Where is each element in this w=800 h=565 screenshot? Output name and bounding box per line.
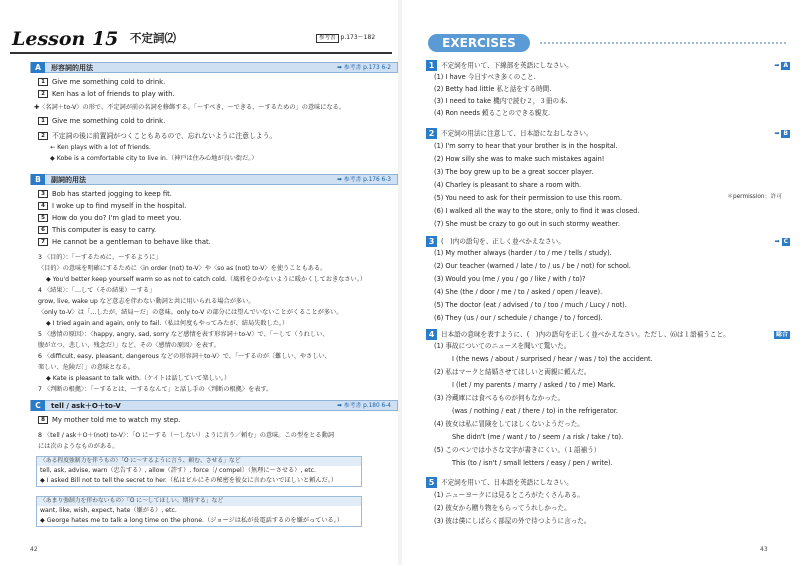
explanation-note: ◆ I tried again and again, only to fail.（私は何度もやってみたが、結局失敗した。） [46, 320, 289, 327]
explanation-note: 3 〈目的〉：「～するために、～するように」 [38, 254, 162, 261]
explanation-note: には次のようなものがある。 [38, 443, 119, 450]
section-tag: ➡ B [774, 130, 788, 137]
question-item: (2) 彼女から贈り物をもらってうれしかった。 [434, 504, 571, 512]
question-item: (3) 冷蔵庫には食べるものが何もなかった。 [434, 394, 565, 402]
section-reference: ➡ 参考書 p.180 6-4 [337, 403, 391, 409]
section-title: tell / ask＋O＋to-V [51, 402, 121, 410]
question-heading: 1 不定詞を用いて、下線部を英語にしなさい。 [426, 60, 573, 71]
question-item: (3) I need to take 機内で読む２，３冊の本. [434, 97, 568, 105]
box-line: ◆ I asked Bill not to tell the secret to her.（私はビルにその秘密を彼女に言わないでほしいと頼んだ。） [40, 476, 338, 484]
example-row: 5 How do you do? I'm glad to meet you. [38, 214, 181, 222]
question-item: (7) She must be crazy to go out in such stormy weather. [434, 220, 620, 228]
question-item: (3) Would you (me / you / go / like / with / to)? [434, 275, 586, 283]
section-tag: ➡ C [774, 238, 788, 245]
question-item: (6) They (us / our / schedule / change / to / forced). [434, 314, 603, 322]
example-row: 8 My mother told me to watch my step. [38, 416, 180, 424]
right-page [400, 0, 800, 565]
question-heading: 3 ( )内の語句を、正しく並べかえなさい。 [426, 236, 565, 247]
section-letter: C [31, 400, 45, 411]
box-heading: 〈あまり強制力を伴わないもの〉「O に～してほしい、期待する」など [37, 497, 361, 506]
question-item: (2) Our teacher (warned / late / to / us / be / not) for school. [434, 262, 631, 270]
example-row: 6 This computer is easy to carry. [38, 226, 156, 234]
section-reference: ➡ 参考書 p.173 6-2 [337, 65, 391, 71]
explanation-note: 6 〈difficult, easy, pleasant, dangerous などの形容詞＋to-V〉で、「～するのが〔難しい、やさしい、 [38, 353, 331, 360]
reference-pages [316, 34, 375, 43]
box-line: want, like, wish, expect, hate（嫌がる）, etc. [40, 507, 177, 515]
verb-list-box [36, 496, 362, 527]
question-item: I (let / my parents / marry / asked / to / me) Mark. [452, 381, 616, 389]
question-item: (4) 彼女は私に冒険をしてほしくないようだった。 [434, 420, 584, 428]
section-title: 副詞的用法 [51, 176, 86, 184]
question-item: (4) She (the / door / me / to / asked / open / leave). [434, 288, 603, 296]
question-item: (1) I have 今日すべき多くのこと. [434, 73, 536, 81]
header-rule [10, 52, 392, 54]
example-row: 1 Give me something cold to drink. [38, 117, 165, 125]
example-row: 3 Bob has started jogging to keep fit. [38, 190, 172, 198]
example-row: 2 不定詞の後に前置詞がつくこともあるので、忘れないように注意しよう。 [38, 132, 276, 140]
example-row: 2 Ken has a lot of friends to play with. [38, 90, 175, 98]
question-heading: 4 日本語の意味を表すように、( )内の語句を正しく並べかえなさい。ただし、⑹は１語補うこと。 [426, 329, 730, 340]
question-item: (3) The boy grew up to be a great soccer player. [434, 168, 594, 176]
reference-tag: 参考書 [316, 34, 339, 43]
verb-list-box [36, 456, 362, 487]
example-row: 7 He cannot be a gentleman to behave like that. [38, 238, 211, 246]
box-heading: 〈ある程度強制力を伴うもの〉「O に～するように言う、頼む、させる」など [37, 457, 361, 466]
explanation-note: 〈目的〉の意味を明確にするために〈in order (not) to-V〉や〈so as (not) to-V〉を使うこともある。 [38, 265, 327, 272]
explanation-note: ← Ken plays with a lot of friends. [50, 144, 151, 151]
explanation-note: 〈only to-V〉は「…したが、結局～だ」の意味。only to-V の部分には望んでいないことがくることが多い。 [38, 309, 343, 316]
question-item: (was / nothing / eat / there / to) in the refrigerator. [452, 407, 619, 415]
question-item: (5) You need to ask for their permission to use this room. [434, 194, 623, 202]
section-reference: ➡ 参考書 p.176 6-3 [337, 177, 391, 183]
explanation-note: ◆ Kobe is a comfortable city to live in.（神戸は住み心地が良い街だ。） [50, 155, 258, 162]
question-heading: 5 不定詞を用いて、日本語を英語にしなさい。 [426, 477, 573, 488]
explanation-note: grow, live, wake up など意志を伴わない動詞と共に用いられる場合が多い。 [38, 298, 255, 305]
question-item: (3) 彼は僕にしばらく部屋の外で待つように言った。 [434, 517, 591, 525]
question-item: I (the news / about / surprised / hear / was / to) the accident. [452, 355, 653, 363]
question-item: (4) Ron needs 頼ることのできる親友. [434, 109, 551, 117]
question-item: (1) ニューヨークには見るところがたくさんある。 [434, 491, 584, 499]
explanation-note: ◆ You'd better keep yourself warm so as not to catch cold.（風邪をひかないように暖かくしておきなさい。） [46, 276, 367, 283]
lesson-title: Lesson 15 [12, 28, 119, 50]
explanation-note: 8 〈tell / ask＋O＋(not) to-V〉：「O に～する（～しない）ように言う／頼む」の意味。この型をとる動詞 [38, 432, 334, 439]
question-heading: 2 不定詞の用法に注意して、日本語になおしなさい。 [426, 128, 593, 139]
explanation-note: 4 〈結果〉：「…して（その結果）～する」 [38, 287, 156, 294]
question-item: (1) I'm sorry to hear that your brother is in the hospital. [434, 142, 618, 150]
section-tag: ➡ A [774, 62, 788, 69]
section-tag: 総合 [775, 331, 788, 338]
dotted-rule [540, 42, 786, 44]
lesson-header [10, 28, 392, 52]
vocabulary-hint: ＊permission：許可 [727, 194, 782, 200]
explanation-note: 7 〈判断の根拠〉：「～するとは、～するなんて」と話し手の〈判断の根拠〉を表す。 [38, 386, 273, 393]
section-c-bar [30, 400, 398, 411]
box-line: tell, ask, advise, warn（忠告する）, allow（許す）, force〔/ compel〕（無理に～させる）, etc. [40, 467, 317, 475]
reference-page-range: p.173～182 [340, 34, 376, 41]
question-item: This (to / isn't / small letters / easy / pen / write). [452, 459, 613, 467]
question-item: (5) The doctor (eat / advised / to / too / much / Lucy / not). [434, 301, 627, 309]
explanation-note: 腹が立つ、悲しい、残念だ）」など、その〈感情の原因〉を表す。 [38, 342, 220, 349]
section-title: 形容詞的用法 [51, 64, 93, 72]
section-a-bar [30, 62, 398, 73]
example-row: 4 I woke up to find myself in the hospital. [38, 202, 186, 210]
section-letter: B [31, 174, 45, 185]
page-number: 43 [760, 546, 768, 553]
explanation-note: ◆ Kate is pleasant to talk with.（ケイトは話していて楽しい。） [46, 375, 231, 382]
explanation-note: 5 〈感情の原因〉：〈happy, angry, sad, sorry など感情を表す形容詞＋to-V〉で、「～して（うれしい、 [38, 331, 329, 338]
question-item: She didn't (me / want / to / seem / a risk / take / to). [452, 433, 624, 441]
question-item: (2) Betty had little 私と話をする時間. [434, 85, 552, 93]
section-b-bar [30, 174, 398, 185]
question-item: (2) 私はマークと結婚させてほしいと両親に頼んだ。 [434, 368, 591, 376]
exercises-banner: EXERCISES [428, 34, 530, 52]
question-item: (6) I walked all the way to the store, only to find it was closed. [434, 207, 640, 215]
question-item: (5) このペンでは小さな文字が書きにくい。（１語補う） [434, 446, 601, 454]
section-letter: A [31, 62, 45, 73]
question-item: (1) My mother always (harder / to / me / tells / study). [434, 249, 612, 257]
lesson-subtitle: 不定詞⑵ [130, 31, 176, 45]
question-item: (2) How silly she was to make such mistakes again! [434, 155, 605, 163]
box-line: ◆ George hates me to talk a long time on the phone.（ジョージは私が長電話するのを嫌がっている。） [40, 516, 343, 524]
explanation-note: 楽しい、危険だ〕」の意味となる。 [38, 364, 134, 371]
example-row: 1 Give me something cold to drink. [38, 78, 165, 86]
explanation-note: ✚〈名詞＋to-V〉の形で、不定詞が前の名詞を修飾する。「～すべき、～できる、～するための」の意味になる。 [34, 104, 346, 111]
page-number: 42 [30, 546, 38, 553]
question-item: (4) Charley is pleasant to share a room with. [434, 181, 582, 189]
question-item: (1) 事故についてのニュースを聞いて驚いた。 [434, 342, 571, 350]
